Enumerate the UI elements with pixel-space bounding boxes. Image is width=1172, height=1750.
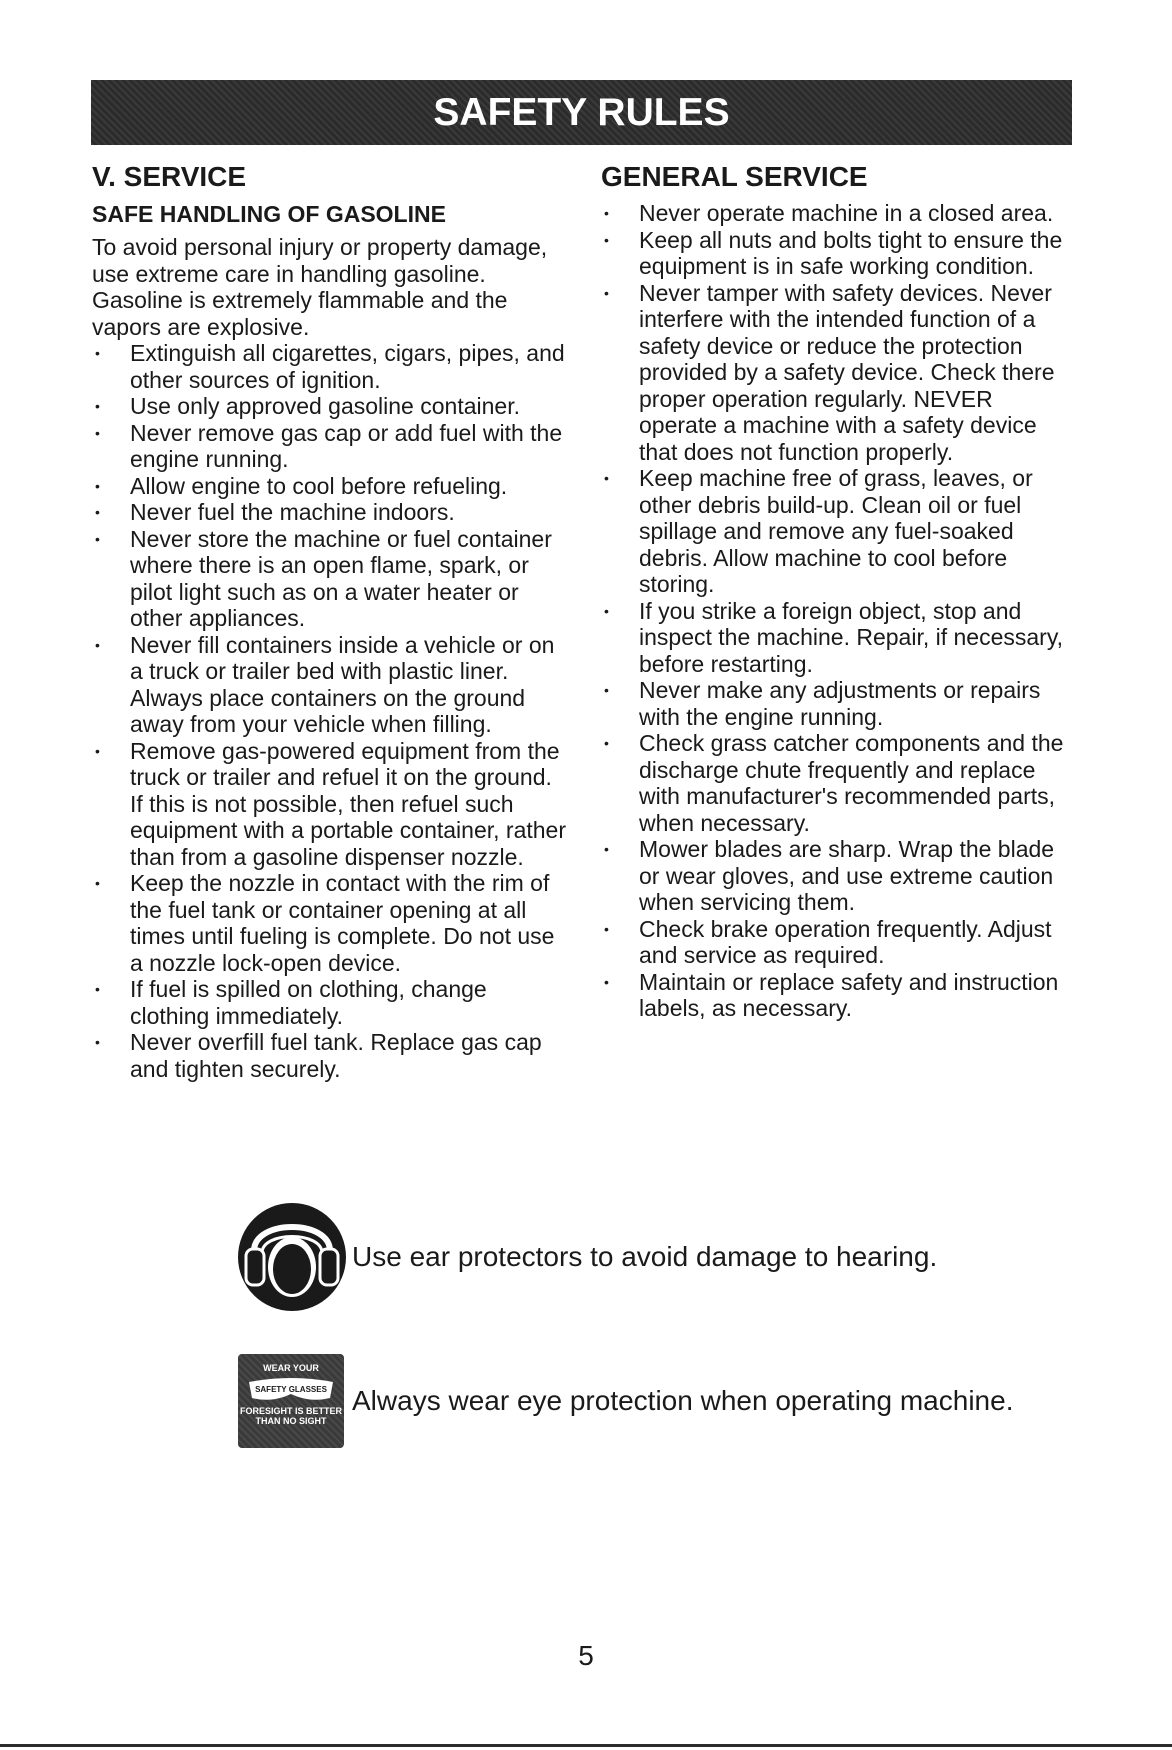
banner-title: SAFETY RULES xyxy=(433,90,730,134)
list-item: • Keep all nuts and bolts tight to ensure the equipment is in safe working condition. xyxy=(601,227,1075,280)
bottom-divider xyxy=(0,1744,1172,1747)
page-number: 5 xyxy=(578,1640,594,1671)
glasses-badge-bottom-1: FORESIGHT IS BETTER xyxy=(239,1406,342,1416)
list-item: • Keep machine free of grass, leaves, or other debris build-up. Clean oil or fuel spillage and remove any fuel-soaked debris. Allow machine to cool before storing. xyxy=(601,465,1075,598)
glasses-badge-mid: SAFETY GLASSES xyxy=(255,1385,327,1394)
eye-protection-text: Always wear eye protection when operating machine. xyxy=(352,1385,1014,1416)
general-service-bullet-list xyxy=(601,200,1075,1022)
glasses-badge-top: WEAR YOUR xyxy=(263,1363,319,1373)
eye-protection-notice xyxy=(238,1354,1013,1448)
section-title-general-service: GENERAL SERVICE xyxy=(601,161,868,192)
list-item: • Use only approved gasoline container. xyxy=(92,393,566,420)
list-item: • Never operate machine in a closed area. xyxy=(601,200,1075,227)
list-item: • Never fill containers inside a vehicle or on a truck or trailer bed with plastic liner. Always place containers on the ground away from your vehicle when filling. xyxy=(92,632,566,738)
ear-protector-icon xyxy=(236,1201,348,1313)
list-item: • Never overfill fuel tank. Replace gas cap and tighten securely. xyxy=(92,1029,566,1082)
list-item: • Never fuel the machine indoors. xyxy=(92,499,566,526)
ear-protection-text: Use ear protectors to avoid damage to hearing. xyxy=(352,1241,938,1272)
list-item: • Remove gas-powered equipment from the truck or trailer and refuel it on the ground. If this is not possible, then refuel such equipment with a portable container, rather than from a gasoline dispenser nozzle. xyxy=(92,738,566,871)
list-item: • If you strike a foreign object, stop and inspect the machine. Repair, if necessary, before restarting. xyxy=(601,598,1075,678)
list-item: • Extinguish all cigarettes, cigars, pipes, and other sources of ignition. xyxy=(92,340,566,393)
list-item: • Never remove gas cap or add fuel with the engine running. xyxy=(92,420,566,473)
list-item: • Check brake operation frequently. Adjust and service as required. xyxy=(601,916,1075,969)
gasoline-intro: To avoid personal injury or property damage, use extreme care in handling gasoline. Gasoline is extremely flammable and the vapors are explosive. xyxy=(92,234,548,340)
left-column xyxy=(92,160,566,1082)
subsection-title-gasoline: SAFE HANDLING OF GASOLINE xyxy=(92,201,446,227)
list-item: • Never make any adjustments or repairs with the engine running. xyxy=(601,677,1075,730)
gasoline-bullet-list xyxy=(92,340,566,1082)
list-item: • Never tamper with safety devices. Never interfere with the intended function of a safety device or reduce the protection provided by a safety device. Check there proper operation regularly. NEVER operate a machine with a safety device that does not function properly. xyxy=(601,280,1075,466)
list-item: • Never store the machine or fuel container where there is an open flame, spark, or pilot light such as on a water heater or other appliances. xyxy=(92,526,566,632)
goggles-icon xyxy=(246,1376,336,1404)
glasses-badge-bottom-2: THAN NO SIGHT xyxy=(255,1416,327,1426)
list-item: • Check grass catcher components and the discharge chute frequently and replace with manufacturer's recommended parts, when necessary. xyxy=(601,730,1075,836)
right-column xyxy=(601,160,1075,1022)
safety-glasses-icon xyxy=(238,1354,344,1448)
list-item: • Allow engine to cool before refueling. xyxy=(92,473,566,500)
list-item: • If fuel is spilled on clothing, change clothing immediately. xyxy=(92,976,566,1029)
list-item: • Keep the nozzle in contact with the rim of the fuel tank or container opening at all times until fueling is complete. Do not use a nozzle lock-open device. xyxy=(92,870,566,976)
list-item: • Mower blades are sharp. Wrap the blade or wear gloves, and use extreme caution when servicing them. xyxy=(601,836,1075,916)
list-item: • Maintain or replace safety and instruction labels, as necessary. xyxy=(601,969,1075,1022)
ear-protection-notice xyxy=(236,1201,937,1313)
safety-rules-banner xyxy=(91,80,1072,145)
section-title-service: V. SERVICE xyxy=(92,161,247,192)
